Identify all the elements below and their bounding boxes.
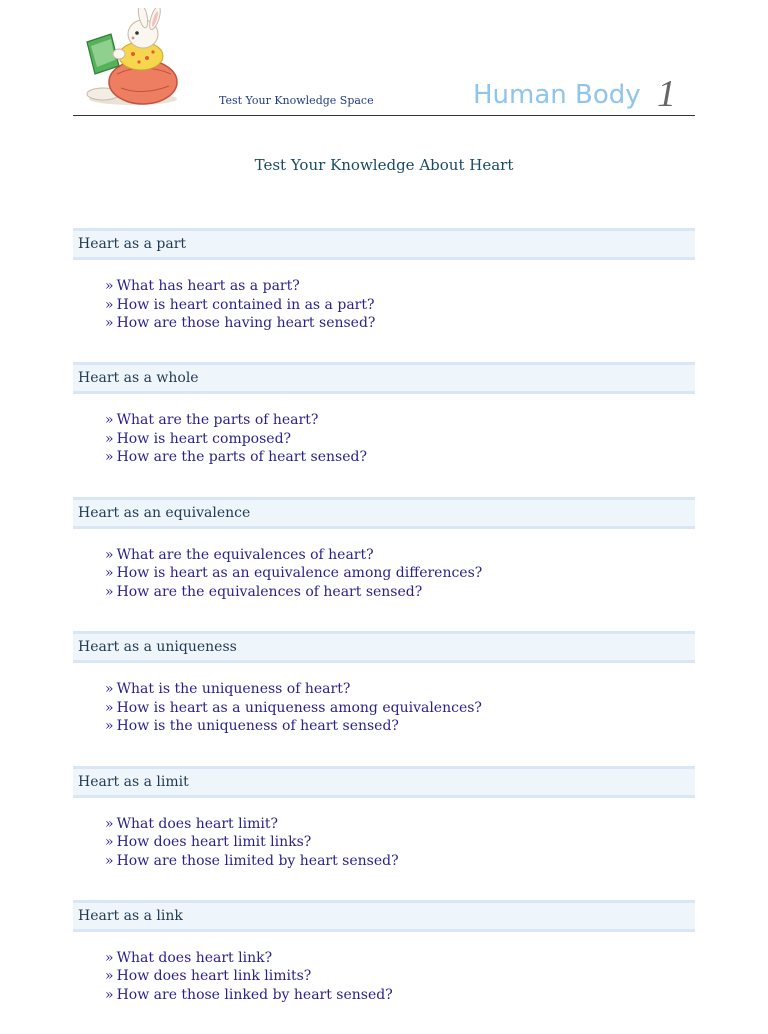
question-bullet: » xyxy=(105,986,114,1003)
question-bullet: » xyxy=(105,968,114,985)
section-heading: Heart as a uniqueness xyxy=(73,631,695,663)
question-bullet: » xyxy=(105,852,114,869)
question-text: How is the uniqueness of heart sensed? xyxy=(116,718,399,735)
question-link[interactable] xyxy=(105,852,695,871)
question-bullet: » xyxy=(105,699,114,716)
question-text: How is heart composed? xyxy=(116,430,292,447)
question-link[interactable] xyxy=(105,680,695,699)
quiz-section xyxy=(73,362,695,496)
question-bullet: » xyxy=(105,278,114,294)
question-list xyxy=(73,949,695,1005)
question-link[interactable] xyxy=(105,430,695,449)
question-link[interactable] xyxy=(105,314,695,333)
question-link[interactable] xyxy=(105,277,695,296)
question-bullet: » xyxy=(105,949,114,966)
quiz-section xyxy=(73,766,695,900)
question-text: What are the equivalences of heart? xyxy=(116,546,374,563)
section-heading: Heart as a part xyxy=(73,228,695,260)
question-link[interactable] xyxy=(105,699,695,718)
question-list xyxy=(73,815,695,871)
page-header xyxy=(73,0,695,116)
question-bullet: » xyxy=(105,681,114,698)
section-heading: Heart as a limit xyxy=(73,766,695,798)
question-text: How is heart as a uniqueness among equivalences? xyxy=(116,699,482,716)
book-title: Human Body xyxy=(473,80,641,110)
quiz-section xyxy=(73,497,695,631)
question-link[interactable] xyxy=(105,967,695,986)
question-link[interactable] xyxy=(105,583,695,602)
question-bullet: » xyxy=(105,430,114,447)
volume-number: 1 xyxy=(657,73,676,115)
section-heading: Heart as a link xyxy=(73,900,695,932)
question-list xyxy=(73,411,695,467)
question-bullet: » xyxy=(105,565,114,582)
question-link[interactable] xyxy=(105,717,695,736)
question-link[interactable] xyxy=(105,564,695,583)
question-text: How are those limited by heart sensed? xyxy=(116,852,399,869)
question-text: What are the parts of heart? xyxy=(116,412,319,429)
question-link[interactable] xyxy=(105,986,695,1005)
quiz-section xyxy=(73,228,695,362)
question-list xyxy=(73,277,695,333)
question-list xyxy=(73,680,695,736)
question-text: How is heart as an equivalence among differences? xyxy=(116,565,483,582)
question-link[interactable] xyxy=(105,448,695,467)
question-text: How are the parts of heart sensed? xyxy=(116,449,367,466)
question-text: How does heart limit links? xyxy=(116,834,312,851)
question-bullet: » xyxy=(105,815,114,832)
quiz-section xyxy=(73,631,695,765)
question-text: What is the uniqueness of heart? xyxy=(116,681,351,698)
question-bullet: » xyxy=(105,834,114,851)
question-text: How are the equivalences of heart sensed? xyxy=(116,583,423,600)
question-bullet: » xyxy=(105,315,114,331)
question-text: How is heart contained in as a part? xyxy=(116,296,375,313)
question-bullet: » xyxy=(105,296,114,313)
question-bullet: » xyxy=(105,718,114,735)
page-title: Test Your Knowledge About Heart xyxy=(254,156,514,174)
quiz-section xyxy=(73,900,695,1034)
question-text: What has heart as a part? xyxy=(116,278,300,294)
question-link[interactable] xyxy=(105,546,695,565)
section-heading: Heart as an equivalence xyxy=(73,497,695,529)
question-bullet: » xyxy=(105,412,114,429)
question-bullet: » xyxy=(105,546,114,563)
question-link[interactable] xyxy=(105,296,695,315)
question-bullet: » xyxy=(105,449,114,466)
question-text: How are those linked by heart sensed? xyxy=(116,986,393,1003)
rabbit-reading-book-icon xyxy=(77,8,189,108)
question-text: What does heart limit? xyxy=(116,815,278,832)
question-link[interactable] xyxy=(105,411,695,430)
question-text: What does heart link? xyxy=(116,949,273,966)
question-text: How does heart link limits? xyxy=(116,968,312,985)
question-link[interactable] xyxy=(105,949,695,968)
section-heading: Heart as a whole xyxy=(73,362,695,394)
site-name: Test Your Knowledge Space xyxy=(219,94,374,107)
question-text: How are those having heart sensed? xyxy=(116,315,376,331)
sections-list xyxy=(73,228,695,1034)
question-link[interactable] xyxy=(105,815,695,834)
question-bullet: » xyxy=(105,583,114,600)
question-link[interactable] xyxy=(105,833,695,852)
question-list xyxy=(73,546,695,602)
